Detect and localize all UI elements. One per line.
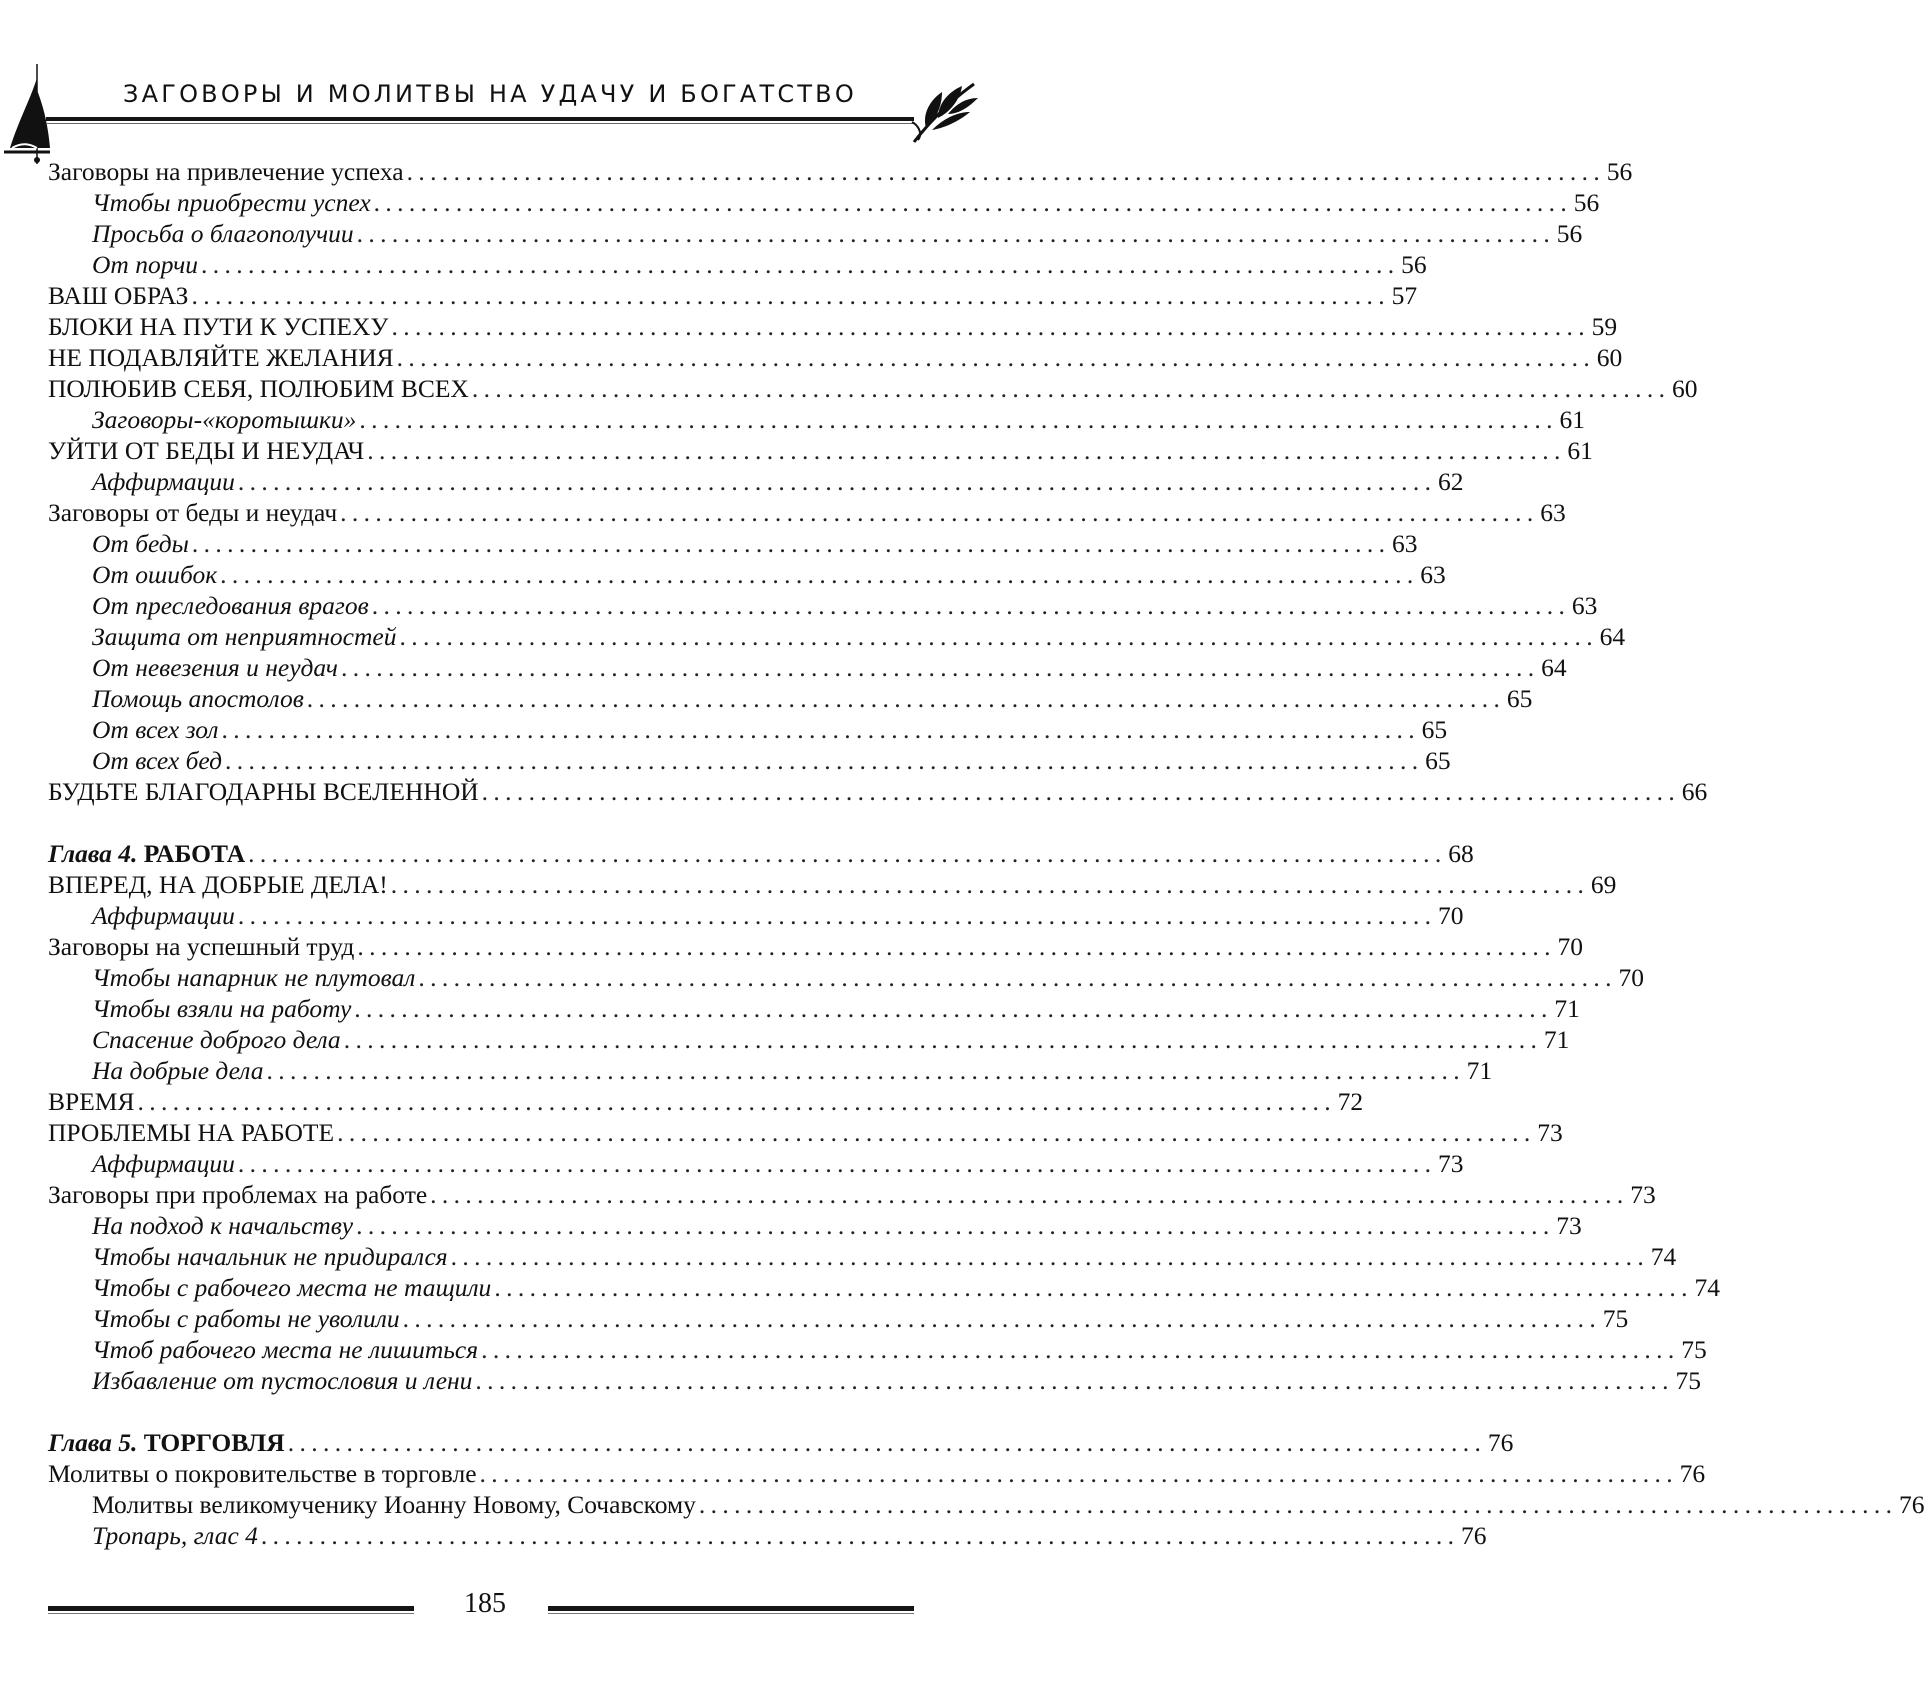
toc-entry: БЛОКИ НА ПУТИ К УСПЕХУ . . . 59 bbox=[48, 311, 914, 342]
chapter-label: Глава 5. bbox=[48, 1428, 138, 1457]
toc-subentry: Молитвы великомученику Иоанну Новому, Сочавскому . . . 76 bbox=[48, 1489, 914, 1520]
toc-subentry: На добрые дела . . . 71 bbox=[48, 1055, 914, 1086]
toc-subentry: От порчи . . . 56 bbox=[48, 249, 914, 280]
toc-subentry: Чтобы начальник не придирался . . . 74 bbox=[48, 1241, 914, 1272]
toc-subentry: Аффирмации . . . 73 bbox=[48, 1148, 914, 1179]
page-number: 185 bbox=[464, 1588, 506, 1619]
page-footer bbox=[0, 1584, 1000, 1634]
toc-entry: Заговоры при проблемах на работе . . . 73 bbox=[48, 1179, 914, 1210]
toc-entry: ПРОБЛЕМЫ НА РАБОТЕ . . . 73 bbox=[48, 1117, 914, 1148]
footer-rule-right-thin bbox=[548, 1613, 914, 1614]
toc-entry: ВПЕРЕД, НА ДОБРЫЕ ДЕЛА! . . . 69 bbox=[48, 869, 914, 900]
toc-subentry: Тропарь, глас 4 . . . 76 bbox=[48, 1520, 914, 1551]
toc-subentry: От всех бед . . . 65 bbox=[48, 745, 914, 776]
table-of-contents bbox=[48, 156, 1925, 1551]
toc-entry: Заговоры на привлечение успеха . . . 56 bbox=[48, 156, 914, 187]
toc-subentry: Помощь апостолов . . . 65 bbox=[48, 683, 914, 714]
feather-quill-ornament-icon bbox=[0, 60, 56, 170]
header-rule-thin bbox=[46, 123, 914, 124]
toc-entry: ВАШ ОБРАЗ . . . 57 bbox=[48, 280, 914, 311]
toc-entry: УЙТИ ОТ БЕДЫ И НЕУДАЧ . . . 61 bbox=[48, 435, 914, 466]
toc-entry: НЕ ПОДАВЛЯЙТЕ ЖЕЛАНИЯ . . . 60 bbox=[48, 342, 914, 373]
footer-rule-left-thin bbox=[48, 1613, 414, 1614]
toc-subentry: Чтобы с работы не уволили . . . 75 bbox=[48, 1303, 914, 1334]
toc-subentry: Аффирмации . . . 62 bbox=[48, 466, 914, 497]
chapter-title: РАБОТА bbox=[143, 839, 246, 868]
chapter-label: Глава 4. bbox=[48, 839, 138, 868]
header-rule bbox=[46, 117, 914, 121]
toc-subentry: Чтобы с рабочего места не тащили . . . 74 bbox=[48, 1272, 914, 1303]
chapter-title: ТОРГОВЛЯ bbox=[143, 1428, 285, 1457]
toc-subentry: Заговоры-«коротышки» . . . 61 bbox=[48, 404, 914, 435]
toc-entry: Заговоры от беды и неудач . . . 63 bbox=[48, 497, 914, 528]
toc-entry: Заговоры на успешный труд . . . 70 bbox=[48, 931, 914, 962]
toc-subentry: Чтобы взяли на работу . . . 71 bbox=[48, 993, 914, 1024]
toc-subentry: От ошибок . . . 63 bbox=[48, 559, 914, 590]
toc-entry: ПОЛЮБИВ СЕБЯ, ПОЛЮБИМ ВСЕХ . . . 60 bbox=[48, 373, 914, 404]
toc-subentry: Чтоб рабочего места не лишиться . . . 75 bbox=[48, 1334, 914, 1365]
toc-subentry: Просьба о благополучии . . . 56 bbox=[48, 218, 914, 249]
toc-subentry: Защита от неприятностей . . . 64 bbox=[48, 621, 914, 652]
toc-chapter-entry: Глава 5. ТОРГОВЛЯ . . . 76 bbox=[48, 1427, 914, 1458]
footer-rule-left bbox=[48, 1606, 414, 1611]
toc-entry: Молитвы о покровительстве в торговле . . . 76 bbox=[48, 1458, 914, 1489]
toc-subentry: От невезения и неудач . . . 64 bbox=[48, 652, 914, 683]
leaf-sprig-ornament-icon bbox=[908, 78, 980, 148]
toc-subentry: От беды . . . 63 bbox=[48, 528, 914, 559]
page-header bbox=[0, 40, 1000, 140]
toc-subentry: От преследования врагов . . . 63 bbox=[48, 590, 914, 621]
toc-chapter-entry: Глава 4. РАБОТА . . . 68 bbox=[48, 838, 914, 869]
toc-subentry: Избавление от пустословия и лени . . . 75 bbox=[48, 1365, 914, 1396]
toc-subentry: На подход к начальству . . . 73 bbox=[48, 1210, 914, 1241]
toc-subentry: Чтобы напарник не плутовал . . . 70 bbox=[48, 962, 914, 993]
toc-subentry: От всех зол . . . 65 bbox=[48, 714, 914, 745]
toc-entry: БУДЬТЕ БЛАГОДАРНЫ ВСЕЛЕННОЙ . . . 66 bbox=[48, 776, 914, 807]
toc-subentry: Чтобы приобрести успех . . . 56 bbox=[48, 187, 914, 218]
footer-rule-right bbox=[548, 1606, 914, 1611]
toc-entry: ВРЕМЯ . . . 72 bbox=[48, 1086, 914, 1117]
toc-subentry: Аффирмации . . . 70 bbox=[48, 900, 914, 931]
toc-subentry: Спасение доброго дела . . . 71 bbox=[48, 1024, 914, 1055]
running-header-title: ЗАГОВОРЫ И МОЛИТВЫ НА УДАЧУ И БОГАТСТВО bbox=[123, 80, 857, 108]
